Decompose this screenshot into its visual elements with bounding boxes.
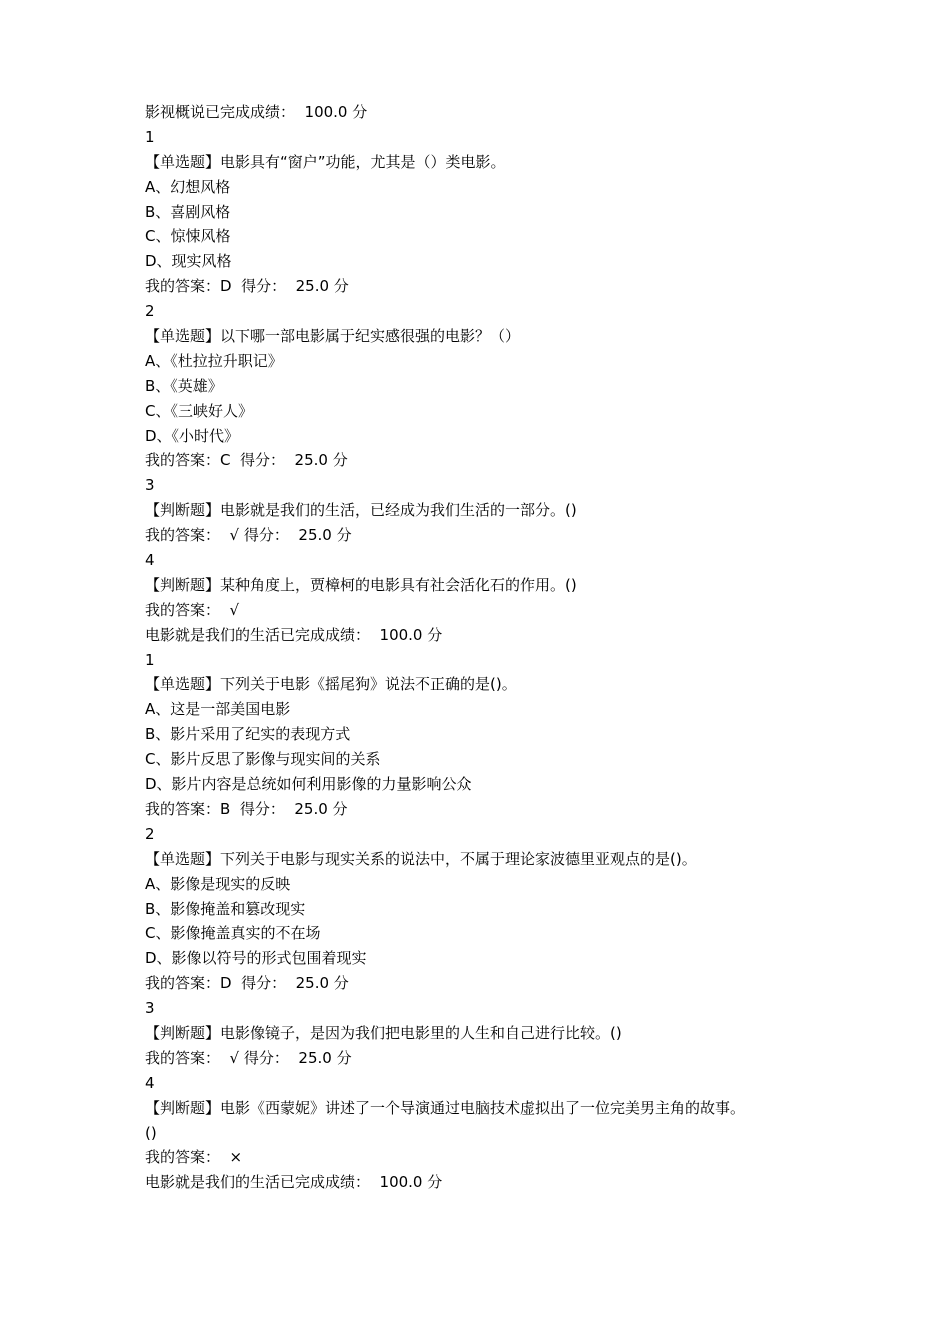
question-text: 【单选题】以下哪一部电影属于纪实感很强的电影？（）	[145, 327, 521, 346]
option-a: A、《杜拉拉升职记》	[145, 351, 283, 370]
question-number: 2	[145, 824, 155, 843]
question-text: 【判断题】电影就是我们的生活，已经成为我们生活的一部分。()	[145, 501, 577, 520]
option-c: C、惊悚风格	[145, 227, 231, 246]
question-text: 【判断题】电影《西蒙妮》讲述了一个导演通过电脑技术虚拟出了一位完美男主角的故事。	[145, 1098, 746, 1117]
question-number: 2	[145, 302, 155, 321]
option-d: D、影像以符号的形式包围着现实	[145, 949, 367, 968]
option-a: A、影像是现实的反映	[145, 874, 291, 893]
document-page	[145, 100, 845, 1195]
section-score-line: 电影就是我们的生活已完成成绩： 100.0 分	[145, 1173, 443, 1192]
option-b: B、喜剧风格	[145, 202, 231, 221]
section-score-line: 影视概说已完成成绩： 100.0 分	[145, 103, 368, 121]
question-text: 【单选题】下列关于电影与现实关系的说法中，不属于理论家波德里亚观点的是()。	[145, 849, 697, 868]
question-number: 4	[145, 1073, 155, 1092]
option-b: B、《英雄》	[145, 376, 223, 395]
answer-line: 我的答案：D 得分： 25.0 分	[145, 277, 349, 296]
answer-line: 我的答案： √ 得分： 25.0 分	[145, 1048, 352, 1067]
question-text: 【单选题】下列关于电影《摇尾狗》说法不正确的是()。	[145, 675, 517, 694]
answer-line: 我的答案：B 得分： 25.0 分	[145, 799, 348, 818]
section-score-line: 电影就是我们的生活已完成成绩： 100.0 分	[145, 625, 443, 644]
option-c: C、影像掩盖真实的不在场	[145, 924, 321, 943]
question-number: 3	[145, 999, 155, 1018]
question-number: 4	[145, 551, 155, 570]
option-a: A、幻想风格	[145, 177, 231, 196]
option-d: D、影片内容是总统如何利用影像的力量影响公众	[145, 775, 472, 794]
answer-line: 我的答案： √	[145, 600, 240, 619]
question-text: 【判断题】某种角度上，贾樟柯的电影具有社会活化石的作用。()	[145, 575, 577, 594]
question-number: 1	[145, 650, 155, 669]
option-a: A、这是一部美国电影	[145, 700, 291, 719]
question-text: 【判断题】电影像镜子，是因为我们把电影里的人生和自己进行比较。()	[145, 1023, 622, 1042]
answer-line: 我的答案： ×	[145, 1148, 243, 1167]
answer-line: 我的答案：D 得分： 25.0 分	[145, 974, 349, 993]
question-number: 1	[145, 127, 155, 146]
option-c: C、影片反思了影像与现实间的关系	[145, 750, 381, 769]
answer-line: 我的答案：C 得分： 25.0 分	[145, 451, 348, 470]
question-number: 3	[145, 476, 155, 495]
option-d: D、现实风格	[145, 252, 232, 271]
option-b: B、影像掩盖和篡改现实	[145, 899, 306, 918]
option-b: B、影片采用了纪实的表现方式	[145, 725, 351, 744]
answer-line: 我的答案： √ 得分： 25.0 分	[145, 526, 352, 545]
option-c: C、《三峡好人》	[145, 401, 253, 420]
question-text-continued: ()	[145, 1123, 157, 1142]
question-text: 【单选题】电影具有“窗户”功能，尤其是（）类电影。	[145, 152, 506, 171]
option-d: D、《小时代》	[145, 426, 240, 445]
